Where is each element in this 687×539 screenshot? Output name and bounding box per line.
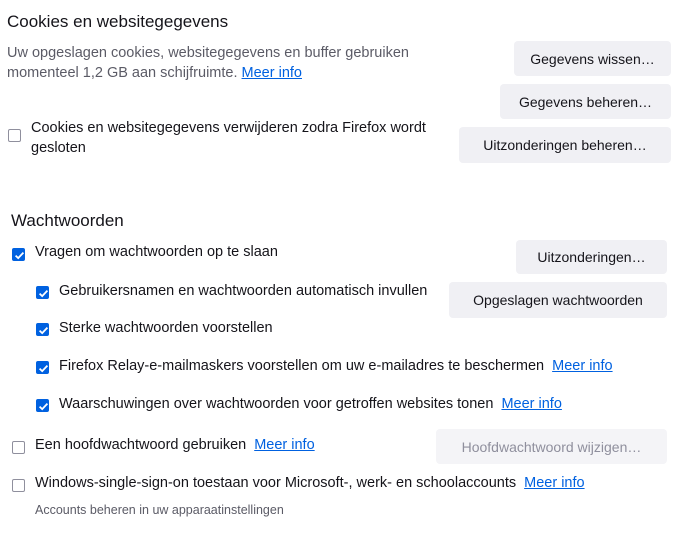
breach-alerts-checkbox[interactable] <box>36 399 49 412</box>
windows-sso-learn-more-link[interactable]: Meer info <box>524 475 585 491</box>
autofill-checkbox[interactable] <box>36 286 49 299</box>
password-exceptions-button[interactable] <box>516 240 667 274</box>
primary-password-label[interactable]: Een hoofdwachtwoord gebruiken <box>35 437 247 453</box>
relay-label[interactable]: Firefox Relay-e-mailmaskers voorstellen om uw e-mailadres te beschermen <box>59 358 545 374</box>
cookies-description-line2-text: momenteel 1,2 GB aan schijfruimte. <box>7 65 238 81</box>
relay-row <box>59 358 613 374</box>
relay-checkbox[interactable] <box>36 361 49 374</box>
delete-on-close-label-line2: gesloten <box>31 140 86 156</box>
suggest-strong-label[interactable]: Sterke wachtwoorden voorstellen <box>59 320 273 336</box>
ask-to-save-label[interactable]: Vragen om wachtwoorden op te slaan <box>35 244 278 260</box>
passwords-heading: Wachtwoorden <box>11 211 124 230</box>
cookies-description-line1: Uw opgeslagen cookies, websitegegevens en buffer gebruiken <box>7 45 409 61</box>
autofill-row <box>59 283 427 299</box>
saved-passwords-button[interactable] <box>449 282 667 318</box>
delete-on-close-label-line1: Cookies en websitegegevens verwijderen zodra Firefox wordt <box>31 120 426 136</box>
windows-sso-note: Accounts beheren in uw apparaatinstellingen <box>35 503 284 517</box>
ask-to-save-row <box>35 244 278 260</box>
primary-password-row <box>35 437 315 453</box>
suggest-strong-row <box>59 320 273 336</box>
relay-learn-more-link[interactable]: Meer info <box>552 358 613 374</box>
manage-exceptions-button[interactable] <box>459 127 671 163</box>
checkmark-icon <box>37 362 50 375</box>
checkmark-icon <box>37 400 50 413</box>
checkmark-icon <box>13 249 26 262</box>
cookies-learn-more-link[interactable]: Meer info <box>241 65 302 81</box>
change-primary-password-button[interactable] <box>436 429 667 464</box>
autofill-label[interactable]: Gebruikersnamen en wachtwoorden automatisch invullen <box>59 283 428 299</box>
checkmark-icon <box>37 324 50 337</box>
checkmark-icon <box>37 287 50 300</box>
saved-passwords-button-label: Opgeslagen wachtwoorden <box>473 292 643 308</box>
breach-alerts-label[interactable]: Waarschuwingen over wachtwoorden voor getroffen websites tonen <box>59 396 494 412</box>
cookies-description-line2 <box>7 63 409 83</box>
windows-sso-row <box>35 475 585 491</box>
manage-data-button[interactable] <box>500 84 671 119</box>
cookies-heading: Cookies en websitegegevens <box>7 12 229 31</box>
windows-sso-label[interactable]: Windows-single-sign-on toestaan voor Microsoft-, werk- en schoolaccounts <box>35 475 517 491</box>
primary-password-learn-more-link[interactable]: Meer info <box>254 437 315 453</box>
manage-exceptions-button-label: Uitzonderingen beheren… <box>483 137 647 153</box>
breach-alerts-learn-more-link[interactable]: Meer info <box>501 396 562 412</box>
suggest-strong-checkbox[interactable] <box>36 323 49 336</box>
delete-on-close-label[interactable] <box>31 118 426 158</box>
delete-on-close-checkbox[interactable] <box>8 129 21 142</box>
manage-data-button-label: Gegevens beheren… <box>518 93 653 110</box>
cookies-description <box>7 43 409 83</box>
ask-to-save-checkbox[interactable] <box>12 248 25 261</box>
clear-data-button[interactable] <box>514 41 671 76</box>
primary-password-checkbox[interactable] <box>12 441 25 454</box>
change-primary-password-button-label: Hoofdwachtwoord wijzigen… <box>461 438 642 455</box>
breach-alerts-row <box>59 396 562 412</box>
clear-data-button-label: Gegevens wissen… <box>530 50 655 67</box>
password-exceptions-button-label: Uitzonderingen… <box>537 249 646 265</box>
windows-sso-checkbox[interactable] <box>12 479 25 492</box>
